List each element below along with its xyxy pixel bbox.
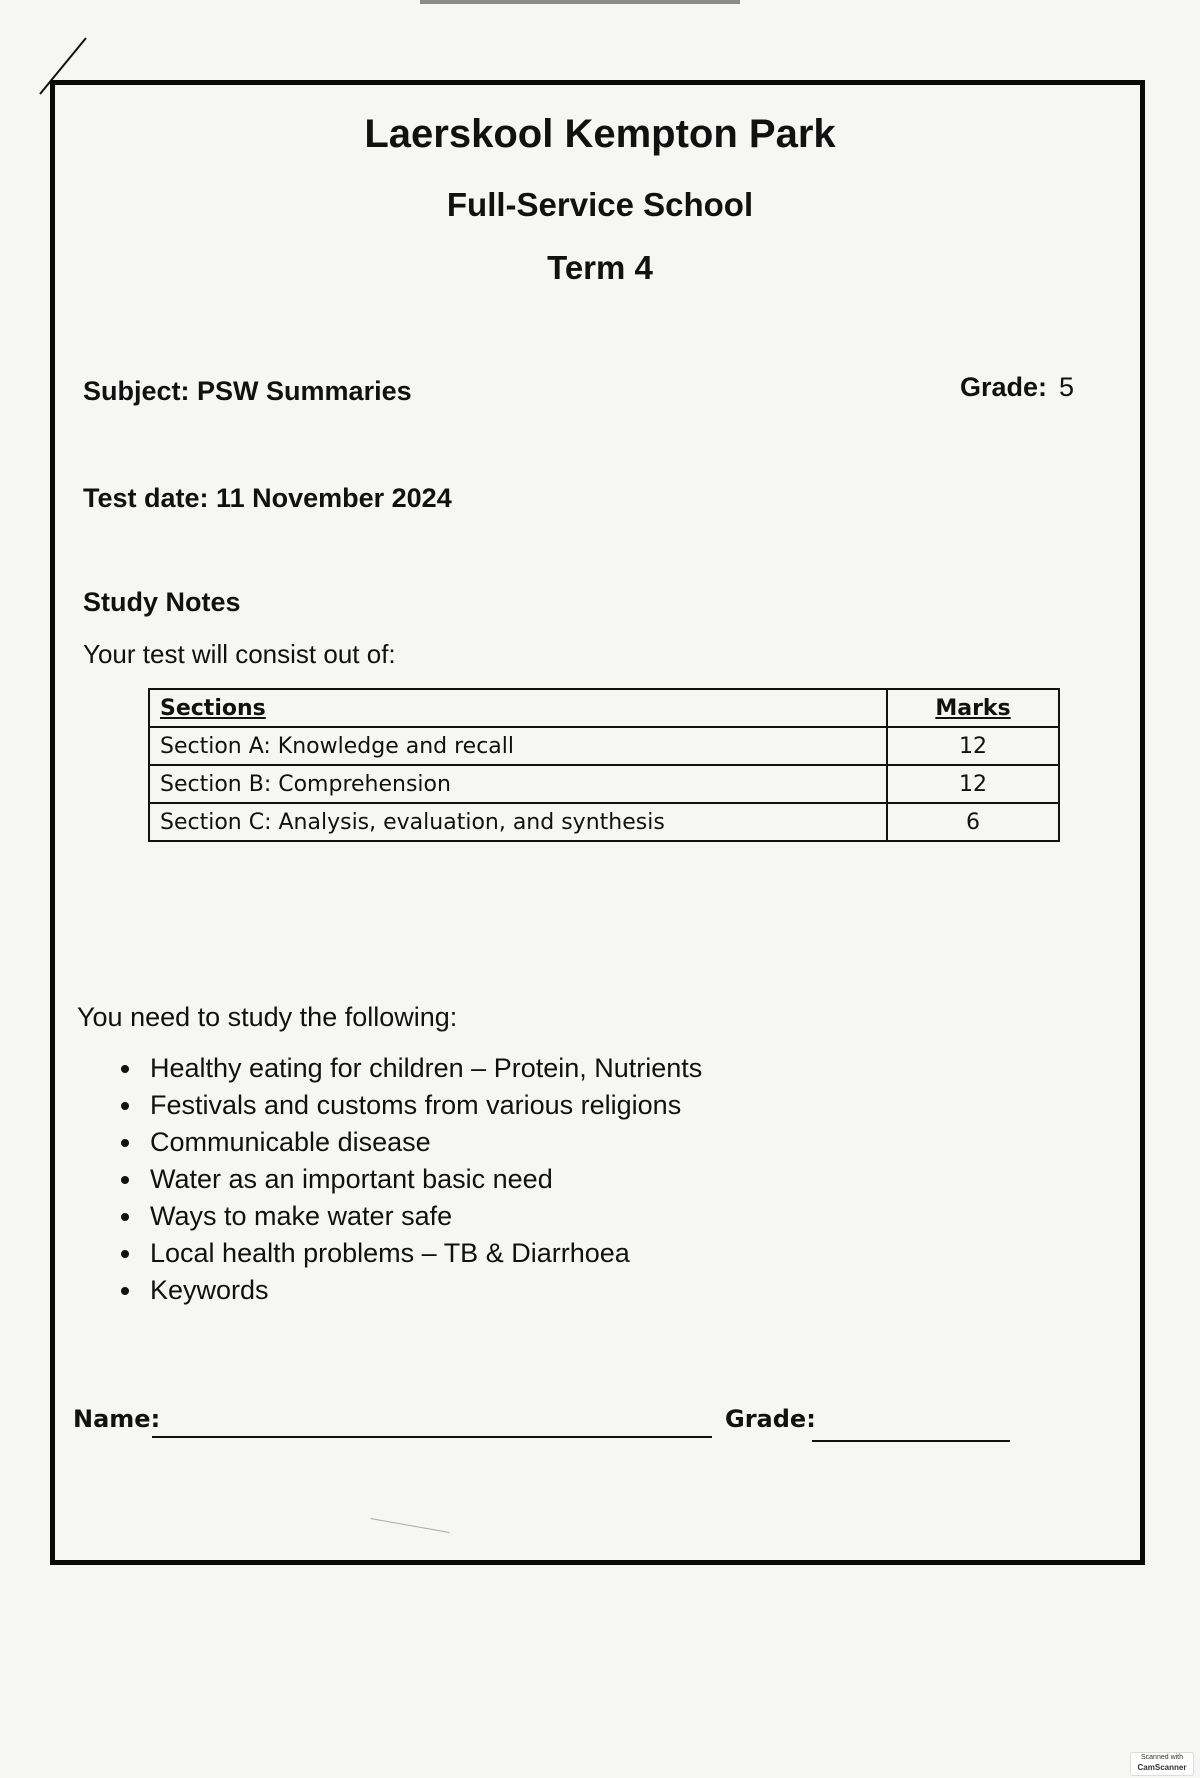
watermark-line1: Scanned with — [1140, 1754, 1184, 1761]
study-topics-list — [110, 1050, 702, 1309]
list-item: • Local health problems – TB & Diarrhoea — [144, 1235, 702, 1272]
camscanner-watermark — [1130, 1752, 1194, 1776]
marks-cell: 6 — [887, 803, 1059, 841]
study-notes-intro: Your test will consist out of: — [83, 639, 396, 669]
name-label: Name: — [73, 1405, 161, 1433]
watermark-line2: CamScanner — [1137, 1763, 1187, 1772]
name-blank-line[interactable] — [152, 1436, 712, 1438]
school-name: Laerskool Kempton Park — [364, 112, 836, 156]
grade-blank-line[interactable] — [812, 1440, 1010, 1442]
marks-cell: 12 — [887, 765, 1059, 803]
grade-label: Grade: — [960, 372, 1048, 402]
section-cell: Section B: Comprehension — [149, 765, 887, 803]
grade-line — [960, 372, 1074, 403]
school-type: Full-Service School — [446, 186, 754, 223]
sections-header: Sections — [149, 689, 887, 727]
subject-value: PSW Summaries — [197, 376, 412, 406]
list-item: • Ways to make water safe — [144, 1198, 702, 1235]
list-item: • Keywords — [144, 1272, 702, 1309]
study-notes-heading: Study Notes — [83, 587, 241, 617]
section-cell: Section C: Analysis, evaluation, and synthesis — [149, 803, 887, 841]
table-row — [149, 765, 1059, 803]
test-date-label: Test date: — [83, 483, 209, 513]
study-list-intro: You need to study the following: — [77, 1002, 458, 1032]
list-item: • Water as an important basic need — [144, 1161, 702, 1198]
footer-grade-label: Grade: — [725, 1405, 816, 1433]
subject-label: Subject: — [83, 376, 190, 406]
marks-header: Marks — [887, 689, 1059, 727]
subject-line — [83, 376, 412, 407]
section-cell: Section A: Knowledge and recall — [149, 727, 887, 765]
list-item: • Healthy eating for children – Protein, Nutrients — [144, 1050, 702, 1087]
test-date-line — [83, 483, 452, 514]
test-date-value: 11 November 2024 — [216, 483, 452, 513]
grade-value: 5 — [1059, 372, 1075, 402]
list-item: • Festivals and customs from various religions — [144, 1087, 702, 1124]
term-title: Term 4 — [547, 249, 653, 286]
scan-edge-artifact — [420, 0, 740, 4]
table-row — [149, 727, 1059, 765]
table-header-row — [149, 689, 1059, 727]
marks-table — [148, 688, 1060, 842]
marks-cell: 12 — [887, 727, 1059, 765]
table-row — [149, 803, 1059, 841]
list-item: • Communicable disease — [144, 1124, 702, 1161]
